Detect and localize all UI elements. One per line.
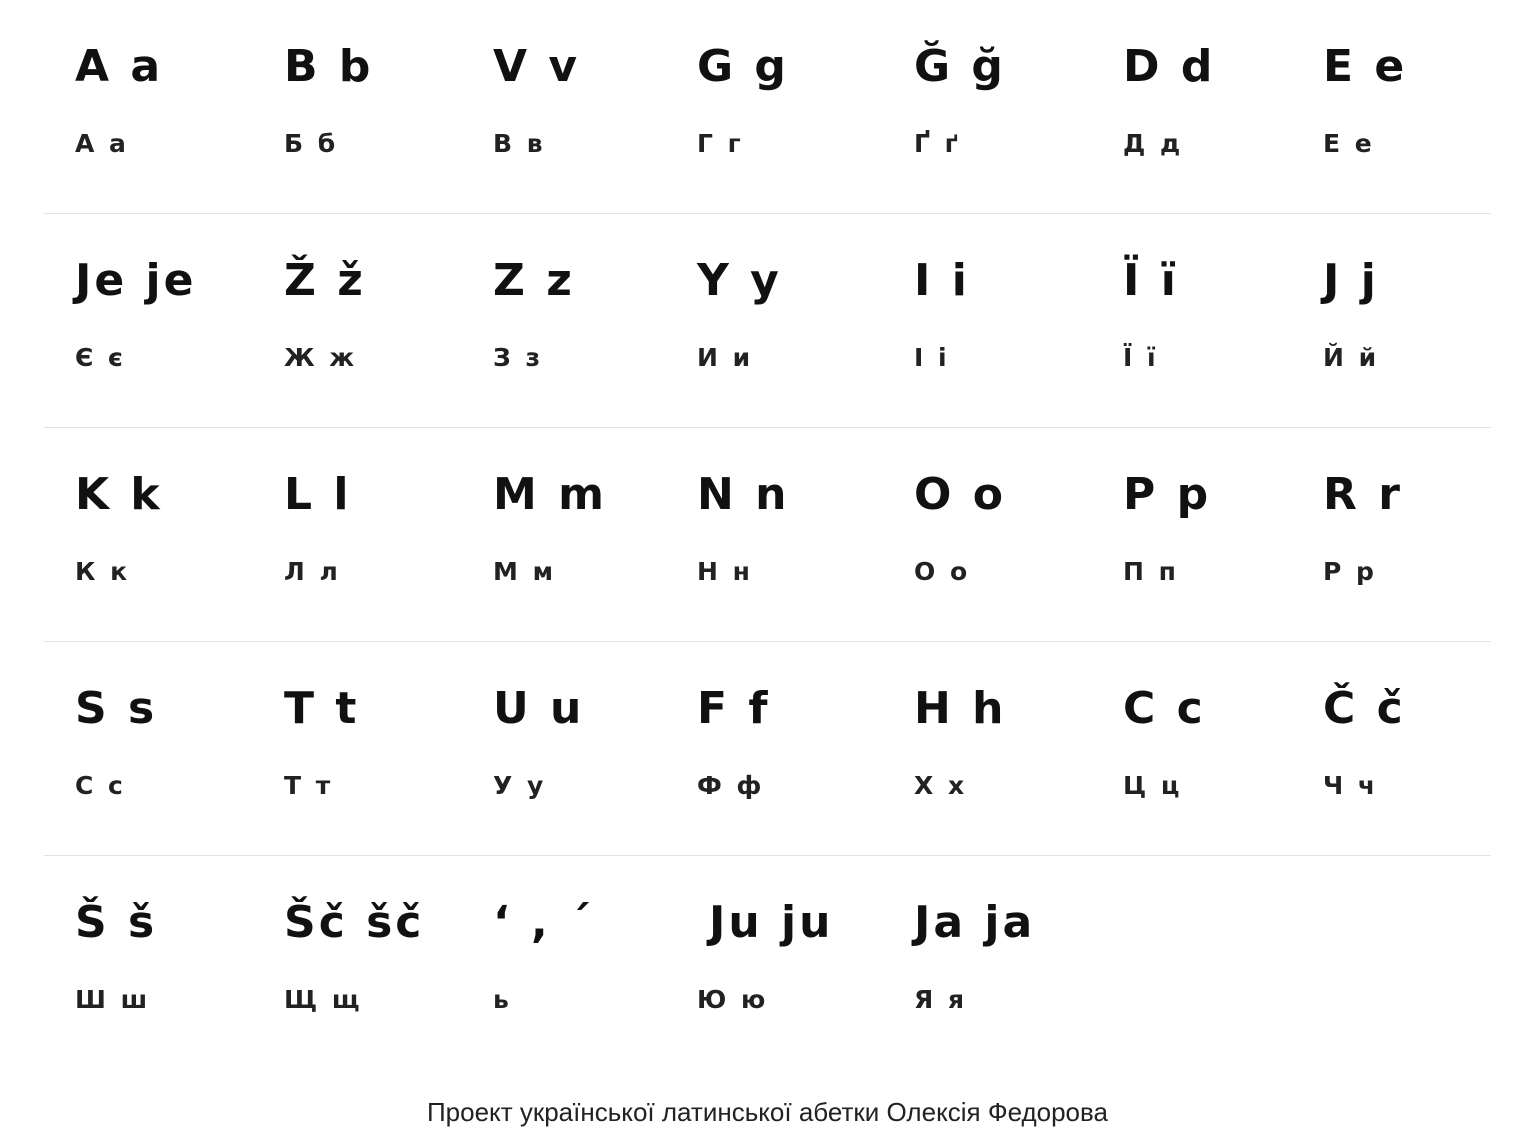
latin-letter: B b [284, 41, 374, 92]
letter-cell [75, 0, 275, 200]
cyrillic-letter: Ж ж [284, 343, 358, 372]
latin-letter: Č č [1323, 683, 1406, 734]
cyrillic-letter: Ц ц [1123, 771, 1183, 800]
latin-letter: H h [914, 683, 1007, 734]
cyrillic-letter: З з [493, 343, 543, 372]
letter-cell [75, 214, 275, 414]
cyrillic-letter: Ф ф [697, 771, 765, 800]
cyrillic-letter: О о [914, 557, 971, 586]
latin-letter: P p [1123, 469, 1212, 520]
alphabet-row [44, 856, 1491, 1070]
cyrillic-letter: В в [493, 129, 546, 158]
latin-letter: Ž ž [284, 255, 366, 306]
latin-letter: R r [1323, 469, 1403, 520]
latin-letter: G g [697, 41, 789, 92]
letter-cell [284, 0, 484, 200]
letter-cell [493, 214, 693, 414]
cyrillic-letter: Ч ч [1323, 771, 1379, 800]
latin-letter: J j [1323, 255, 1379, 306]
letter-cell [493, 428, 693, 628]
cyrillic-letter: Я я [914, 985, 968, 1014]
latin-letter: D d [1123, 41, 1216, 92]
cyrillic-letter: Б б [284, 129, 339, 158]
latin-letter: Ğ ğ [914, 41, 1006, 92]
letter-cell [697, 642, 897, 842]
letter-cell [1123, 428, 1323, 628]
cyrillic-letter: Х х [914, 771, 968, 800]
cyrillic-letter: Д д [1123, 129, 1184, 158]
latin-letter: O o [914, 469, 1006, 520]
cyrillic-letter: М м [493, 557, 557, 586]
latin-letter: L l [284, 469, 352, 520]
letter-cell [493, 0, 693, 200]
latin-letter: ‘ , ´ [493, 897, 595, 948]
letter-cell [1323, 0, 1523, 200]
cyrillic-letter: І і [914, 343, 950, 372]
latin-letter: Z z [493, 255, 575, 306]
latin-letter: K k [75, 469, 163, 520]
latin-letter: Je je [75, 255, 197, 306]
latin-letter: Ï ï [1123, 255, 1179, 306]
letter-cell [1123, 0, 1323, 200]
latin-letter: Ju ju [709, 897, 834, 948]
latin-letter: Ja ja [914, 897, 1036, 948]
letter-cell [284, 642, 484, 842]
cyrillic-letter: У у [493, 771, 547, 800]
letter-cell [697, 428, 897, 628]
letter-cell [284, 856, 484, 1056]
cyrillic-letter: Е е [1323, 129, 1375, 158]
latin-letter: C c [1123, 683, 1206, 734]
cyrillic-letter: А а [75, 129, 129, 158]
latin-letter: T t [284, 683, 360, 734]
cyrillic-letter: Г г [697, 129, 744, 158]
letter-cell [1323, 428, 1523, 628]
cyrillic-letter: К к [75, 557, 131, 586]
cyrillic-letter: Н н [697, 557, 753, 586]
letter-cell [914, 856, 1114, 1056]
cyrillic-letter: Ю ю [697, 985, 769, 1014]
cyrillic-letter: П п [1123, 557, 1179, 586]
cyrillic-letter: Ш ш [75, 985, 151, 1014]
cyrillic-letter: Й й [1323, 343, 1380, 372]
latin-letter: U u [493, 683, 585, 734]
letter-cell [75, 428, 275, 628]
cyrillic-letter: И и [697, 343, 754, 372]
letter-cell [914, 428, 1114, 628]
latin-letter: N n [697, 469, 790, 520]
alphabet-row [44, 428, 1491, 642]
cyrillic-letter: Щ щ [284, 985, 363, 1014]
alphabet-row [44, 214, 1491, 428]
letter-cell [1323, 214, 1523, 414]
cyrillic-letter: ь [493, 985, 512, 1014]
letter-cell [914, 0, 1114, 200]
cyrillic-letter: Т т [284, 771, 334, 800]
letter-cell [284, 428, 484, 628]
latin-letter: F f [697, 683, 771, 734]
alphabet-row [44, 0, 1491, 214]
letter-cell [1323, 642, 1523, 842]
image-caption: Проект української латинської абетки Олексія Федорова [426, 1097, 1108, 1127]
letter-cell [75, 642, 275, 842]
letter-cell [493, 642, 693, 842]
latin-letter: A a [75, 41, 164, 92]
cyrillic-letter: Р р [1323, 557, 1377, 586]
alphabet-row [44, 642, 1491, 856]
letter-cell [914, 214, 1114, 414]
letter-cell [697, 0, 897, 200]
cyrillic-letter: Є є [75, 343, 126, 372]
cyrillic-letter: Л л [284, 557, 341, 586]
latin-letter: V v [493, 41, 581, 92]
latin-letter: I i [914, 255, 970, 306]
cyrillic-letter: Ї ї [1123, 343, 1159, 372]
letter-cell [914, 642, 1114, 842]
letter-cell [284, 214, 484, 414]
letter-cell [493, 856, 693, 1056]
cyrillic-letter: С с [75, 771, 126, 800]
letter-cell [1123, 214, 1323, 414]
letter-cell [697, 214, 897, 414]
latin-letter: S s [75, 683, 158, 734]
latin-letter: E e [1323, 41, 1408, 92]
latin-letter: Š š [75, 897, 158, 948]
letter-cell [1123, 642, 1323, 842]
latin-letter: Y y [697, 255, 782, 306]
cyrillic-letter: Ґ ґ [914, 129, 961, 158]
latin-letter: Šč šč [284, 897, 425, 948]
letter-cell [697, 856, 909, 1056]
latin-letter: M m [493, 469, 607, 520]
letter-cell [75, 856, 275, 1056]
